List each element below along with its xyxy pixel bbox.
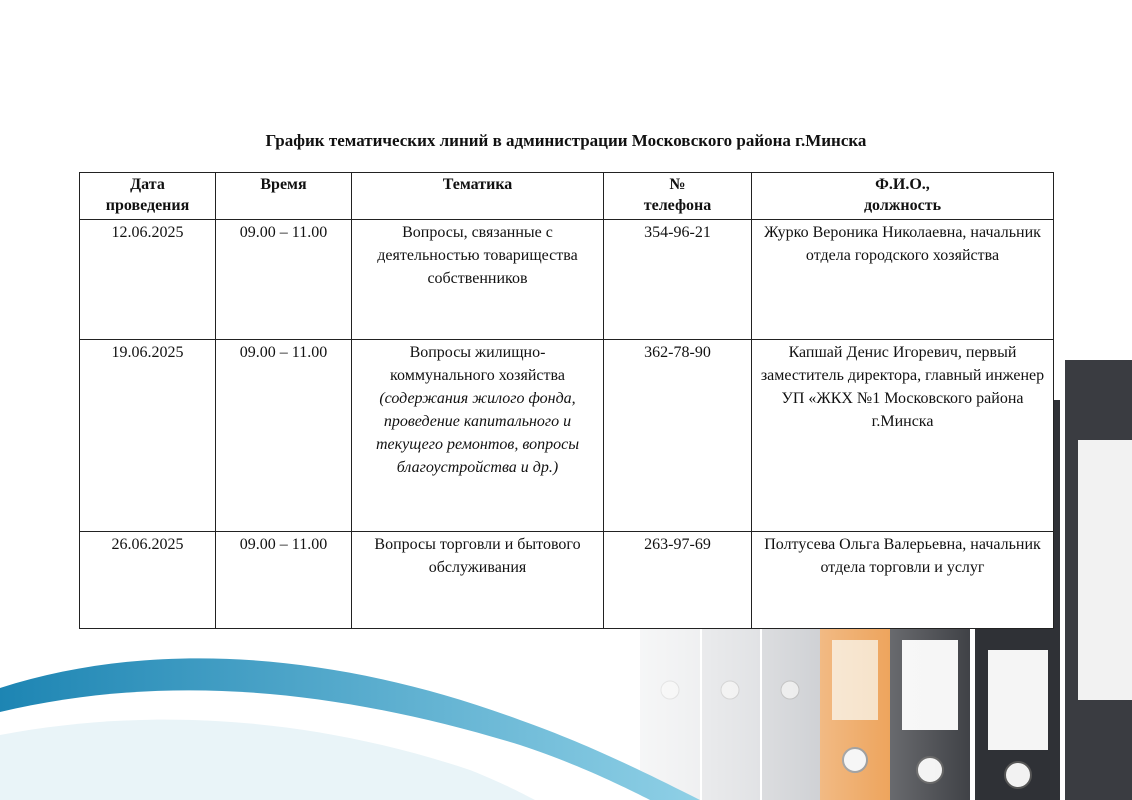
cell-topic: Вопросы, связанные с деятельностью товарищества собственников: [352, 220, 604, 340]
cell-phone: 362-78-90: [604, 340, 752, 532]
table-header-row: [80, 173, 1054, 220]
cell-phone: 263-97-69: [604, 532, 752, 629]
header-person: Ф.И.О., должность: [752, 173, 1054, 220]
cell-topic: Вопросы торговли и бытового обслуживания: [352, 532, 604, 629]
page-title: График тематических линий в администрации Московского района г.Минска: [265, 131, 867, 150]
header-phone: № телефона: [604, 173, 752, 220]
table-row: [80, 340, 1054, 532]
topic-note: (содержания жилого фонда, проведение капитального и текущего ремонтов, вопросы благоустройства и др.): [375, 390, 580, 477]
header-time: Время: [216, 173, 352, 220]
cell-person: Капшай Денис Игоревич, первый заместитель директора, главный инженер УП «ЖКХ №1 Московского района г.Минска: [752, 340, 1054, 532]
cell-date: 19.06.2025: [80, 340, 216, 532]
cell-time: 09.00 – 11.00: [216, 220, 352, 340]
cell-time: 09.00 – 11.00: [216, 532, 352, 629]
cell-phone: 354-96-21: [604, 220, 752, 340]
cell-date: 26.06.2025: [80, 532, 216, 629]
topic-text: Вопросы жилищно-коммунального хозяйства: [390, 344, 565, 385]
header-topic: Тематика: [352, 173, 604, 220]
cell-date: 12.06.2025: [80, 220, 216, 340]
cell-topic: [352, 340, 604, 532]
table-row: [80, 220, 1054, 340]
schedule-table: [79, 172, 1054, 629]
cell-time: 09.00 – 11.00: [216, 340, 352, 532]
header-date: Дата проведения: [80, 173, 216, 220]
table-row: [80, 532, 1054, 629]
cell-person: Полтусева Ольга Валерьевна, начальник отдела торговли и услуг: [752, 532, 1054, 629]
cell-person: Журко Вероника Николаевна, начальник отдела городского хозяйства: [752, 220, 1054, 340]
